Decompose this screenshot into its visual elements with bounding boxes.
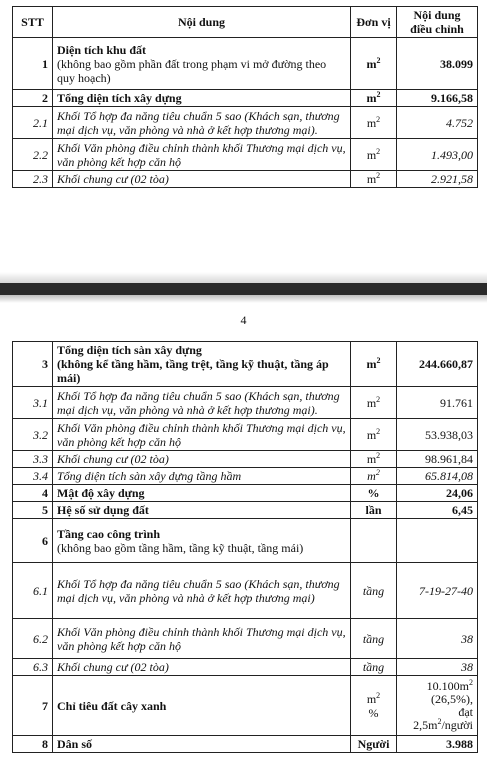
row-value: 91.761 <box>397 387 478 419</box>
row-unit: $m^2$ <box>351 451 397 468</box>
row-title: Diện tích khu đất <box>57 42 147 57</box>
header-stt: STT <box>13 7 53 38</box>
row-value: 3.988 <box>397 736 478 753</box>
row-title: Khối Văn phòng điều chỉnh thành khối Thương mại dịch vụ, văn phòng kết hợp căn hộ <box>53 419 351 451</box>
row-unit: $m^2$ <box>351 90 397 107</box>
row-stt: 1 <box>13 38 53 90</box>
row-content <box>53 38 351 90</box>
row-value: 244.660,87 <box>397 342 478 387</box>
table-row <box>13 107 478 139</box>
row-unit: $m^2$ <box>351 419 397 451</box>
row-stt: 3.4 <box>13 468 53 485</box>
row-value: 98.961,84 <box>397 451 478 468</box>
table-header-row <box>13 7 478 38</box>
row-unit: tầng <box>351 659 397 676</box>
header-value: Nội dung điều chỉnh <box>397 7 478 38</box>
row-content <box>53 519 351 563</box>
row-value: 9.166,58 <box>397 90 478 107</box>
area-table-part1 <box>12 6 478 188</box>
row-title: Tổng diện tích sàn xây dựng tầng hầm <box>53 468 351 485</box>
row-stt: 2 <box>13 90 53 107</box>
table-row <box>13 676 478 736</box>
row-value: 6,45 <box>397 502 478 519</box>
row-unit: tầng <box>351 619 397 659</box>
table-row <box>13 451 478 468</box>
table-row <box>13 519 478 563</box>
row-stt: 8 <box>13 736 53 753</box>
table-row <box>13 736 478 753</box>
row-stt: 6.3 <box>13 659 53 676</box>
row-unit: $m^2$ <box>351 139 397 171</box>
header-content: Nội dung <box>53 7 351 38</box>
table-row <box>13 563 478 619</box>
row-value: 38.099 <box>397 38 478 90</box>
row-value: 7-19-27-40 <box>397 563 478 619</box>
row-title: Khối Văn phòng điều chỉnh thành khối Thương mại dịch vụ, văn phòng kết hợp căn hộ <box>53 139 351 171</box>
row-value: 38 <box>397 659 478 676</box>
area-table-part2 <box>12 341 478 753</box>
row-title: Dân số <box>53 736 351 753</box>
row-stt: 4 <box>13 485 53 502</box>
row-unit: $m^2$ <box>351 387 397 419</box>
row-stt: 2.1 <box>13 107 53 139</box>
row-stt: 6.2 <box>13 619 53 659</box>
row-unit: tầng <box>351 563 397 619</box>
row-title: Hệ số sử dụng đất <box>53 502 351 519</box>
table-row <box>13 38 478 90</box>
row-title: Khối Tổ hợp đa năng tiêu chuẩn 5 sao (Khách sạn, thương mại dịch vụ, văn phòng và nhà ở kết hợp thương mại) <box>53 563 351 619</box>
row-note: (không bao gồm phần đất trong phạm vi mở đường theo quy hoạch) <box>57 56 327 85</box>
row-value: 4.752 <box>397 107 478 139</box>
row-unit: $m^2$ <box>351 38 397 90</box>
row-stt: 3.1 <box>13 387 53 419</box>
row-value: 1.493,00 <box>397 139 478 171</box>
row-title: Tổng diện tích xây dựng <box>53 90 351 107</box>
table-row <box>13 619 478 659</box>
table-row <box>13 342 478 387</box>
table-row <box>13 90 478 107</box>
table-row <box>13 502 478 519</box>
row-unit: lần <box>351 502 397 519</box>
row-stt: 5 <box>13 502 53 519</box>
page-gap-shade <box>0 295 487 303</box>
row-title: Tổng diện tích sàn xây dựng <box>57 343 202 357</box>
row-note: (không bao gồm tầng hầm, tầng kỹ thuật, tầng mái) <box>57 540 304 555</box>
row-unit: $m^2$ % <box>351 676 397 736</box>
row-value: 53.938,03 <box>397 419 478 451</box>
row-stt: 6.1 <box>13 563 53 619</box>
row-title: Tầng cao công trình <box>57 526 161 541</box>
page-gap-shade <box>0 272 487 283</box>
row-stt: 3.2 <box>13 419 53 451</box>
table-row <box>13 171 478 188</box>
row-title: Khối chung cư (02 tòa) <box>53 451 351 468</box>
row-value: 24,06 <box>397 485 478 502</box>
row-stt: 2.2 <box>13 139 53 171</box>
row-unit: $m^2$ <box>351 342 397 387</box>
row-title: Mật độ xây dựng <box>53 485 351 502</box>
row-content <box>53 342 351 387</box>
row-unit: $m^2$ <box>351 171 397 188</box>
table-row <box>13 419 478 451</box>
page-number: 4 <box>240 313 247 327</box>
row-note: (không kể tầng hầm, tầng trệt, tầng kỹ thuật, tầng áp mái) <box>57 357 329 385</box>
row-title: Khối chung cư (02 tòa) <box>53 171 351 188</box>
row-unit <box>351 519 397 563</box>
row-stt: 2.3 <box>13 171 53 188</box>
row-value: 2.921,58 <box>397 171 478 188</box>
table-row <box>13 387 478 419</box>
row-title: Khối Văn phòng điều chỉnh thành khối Thương mại dịch vụ, văn phòng kết hợp căn hộ <box>53 619 351 659</box>
row-unit: $m^2$ <box>351 107 397 139</box>
row-title: Chỉ tiêu đất cây xanh <box>53 676 351 736</box>
row-value <box>397 519 478 563</box>
row-stt: 3.3 <box>13 451 53 468</box>
row-unit: Người <box>351 736 397 753</box>
table-row <box>13 468 478 485</box>
row-unit: $m^2$ <box>351 468 397 485</box>
row-value: 65.814,08 <box>397 468 478 485</box>
row-stt: 7 <box>13 676 53 736</box>
row-title: Khối chung cư (02 tòa) <box>53 659 351 676</box>
table-row <box>13 485 478 502</box>
row-title: Khối Tổ hợp đa năng tiêu chuẩn 5 sao (Khách sạn, thương mại dịch vụ, văn phòng và nhà ở kết hợp thương mại). <box>53 107 351 139</box>
row-title: Khối Tổ hợp đa năng tiêu chuẩn 5 sao (Khách sạn, thương mại dịch vụ, văn phòng và nhà ở kết hợp thương mại). <box>53 387 351 419</box>
row-unit: % <box>351 485 397 502</box>
row-value: 38 <box>397 619 478 659</box>
page-separator <box>0 283 487 295</box>
row-stt: 6 <box>13 519 53 563</box>
row-value: $10.100m^2$ (26,5%), đạt $2,5m^2$/người <box>397 676 478 736</box>
table-row <box>13 139 478 171</box>
table-row <box>13 659 478 676</box>
header-unit: Đơn vị <box>351 7 397 38</box>
row-stt: 3 <box>13 342 53 387</box>
